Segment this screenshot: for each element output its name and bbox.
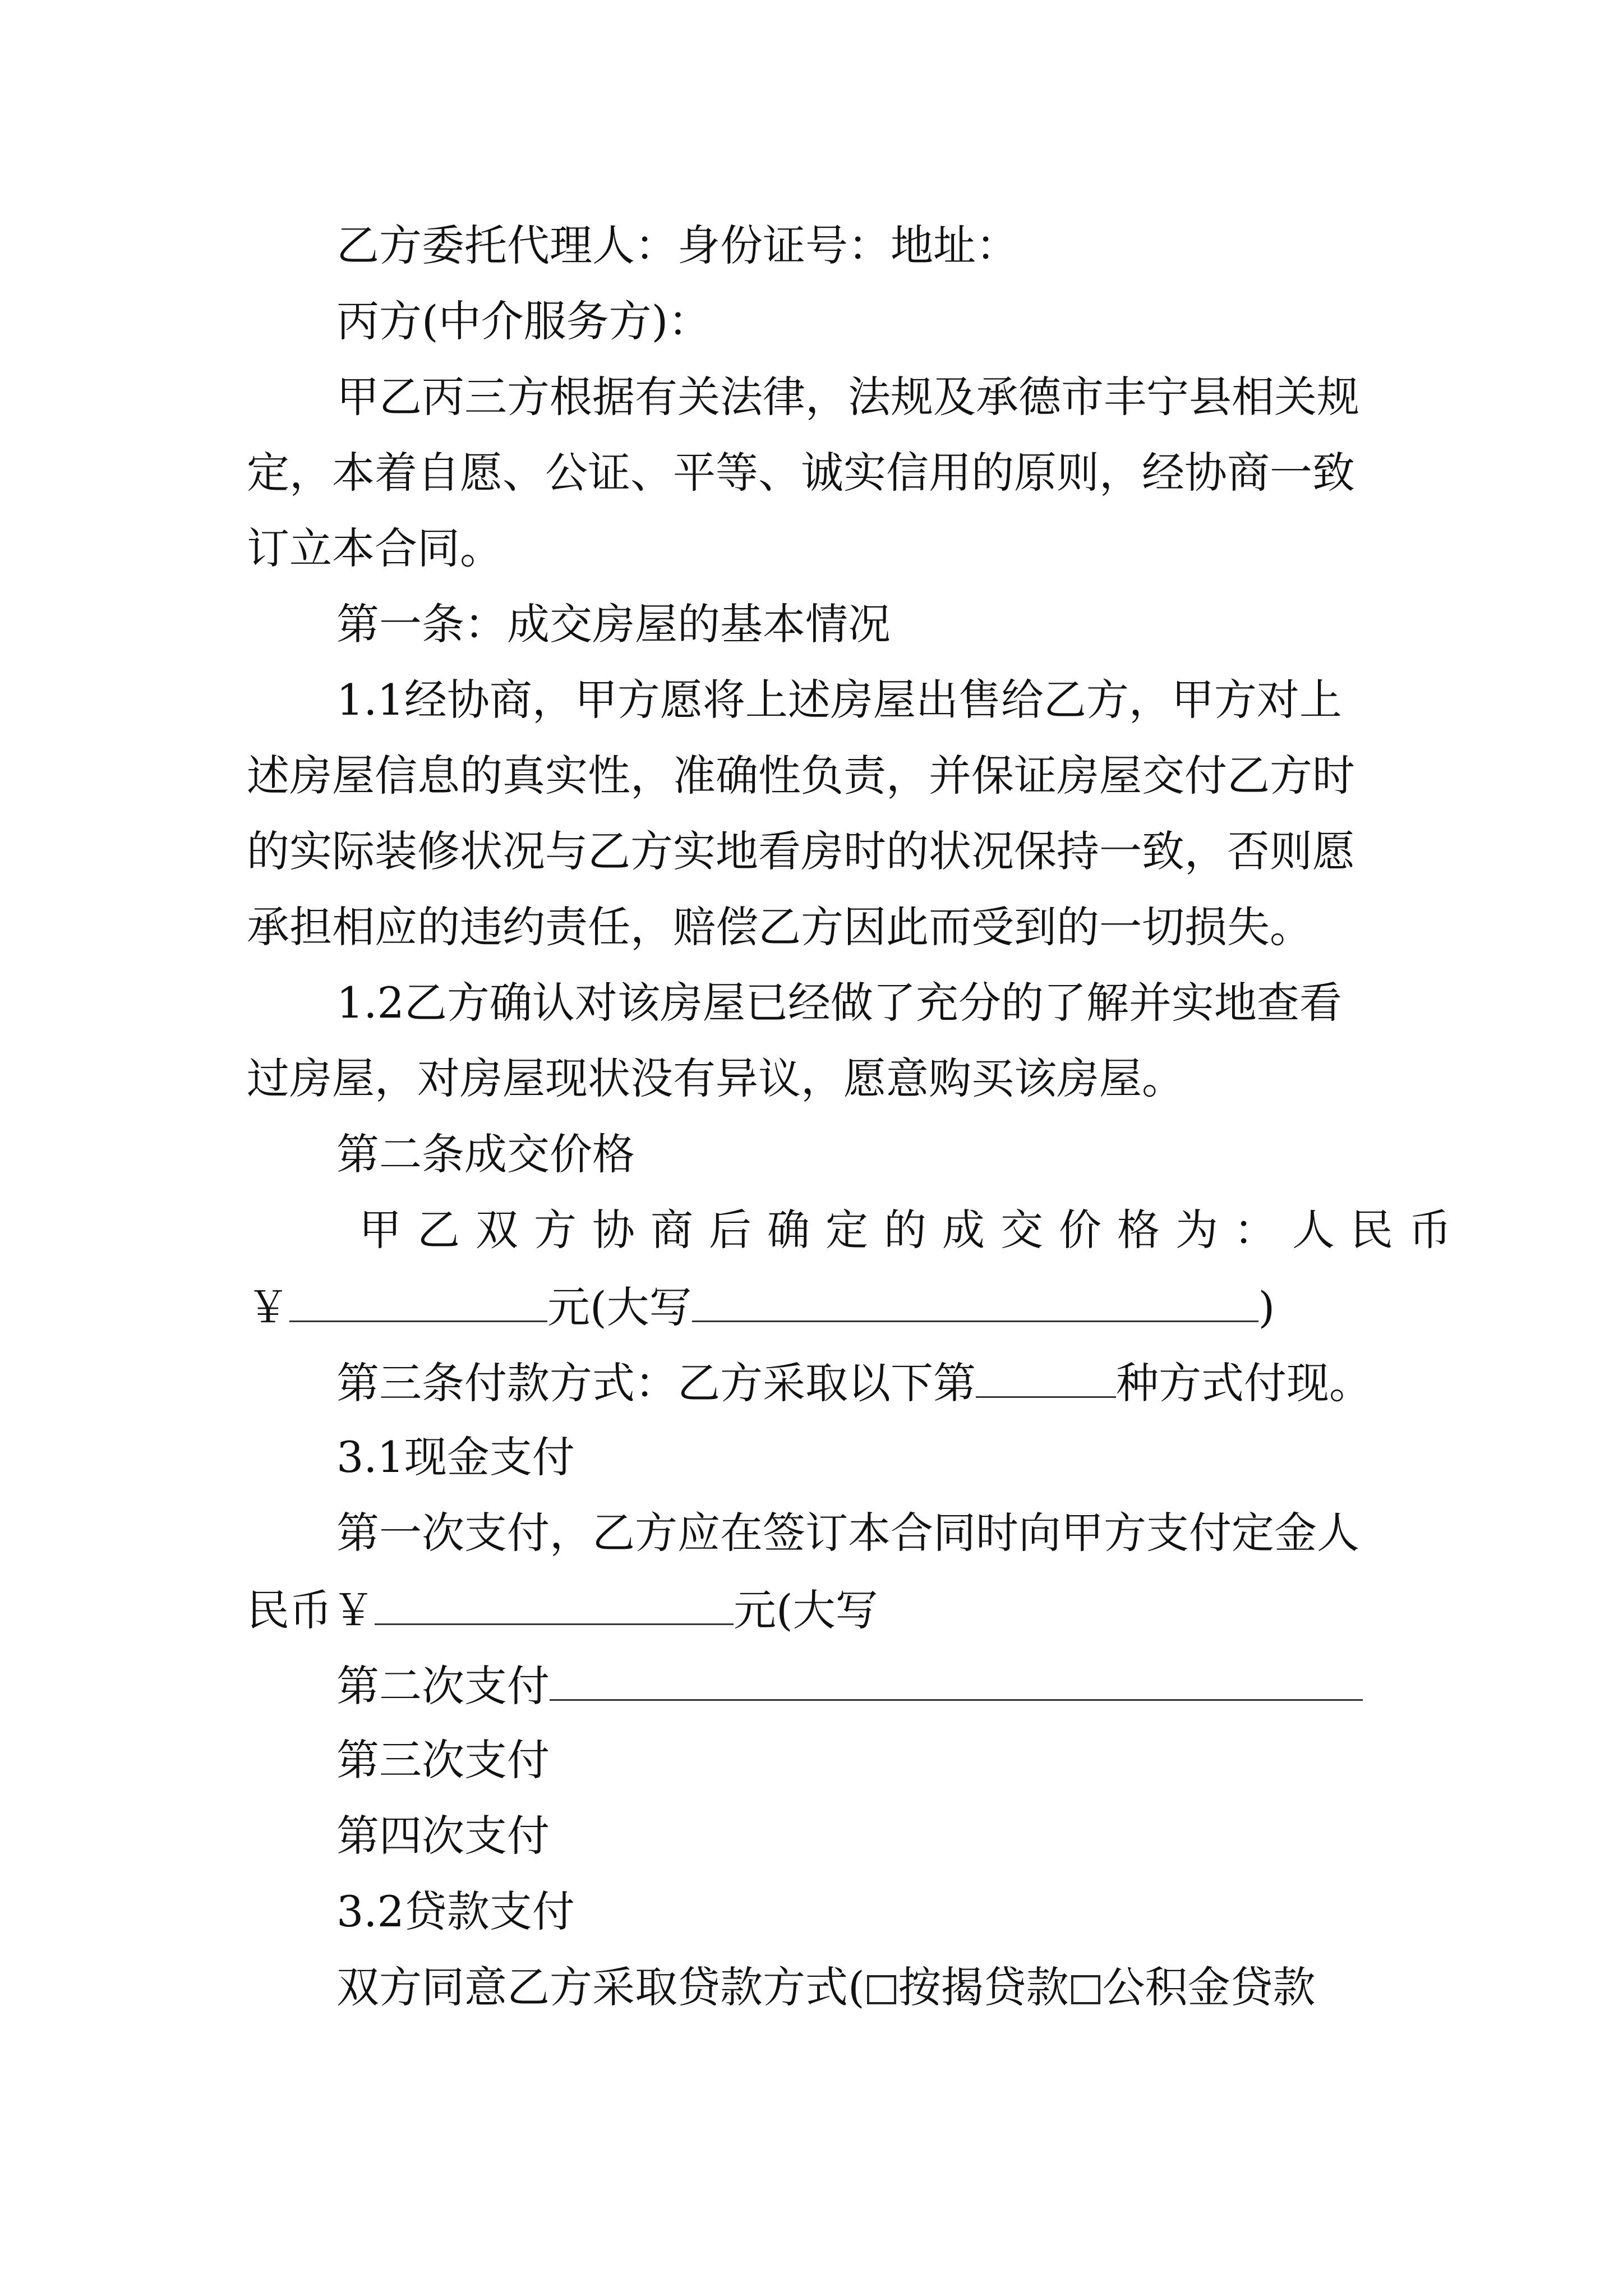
paragraph-line: 甲乙丙三方根据有关法律，法规及承德市丰宁县相关规 <box>336 372 1359 422</box>
first-payment-amount-line <box>247 1585 878 1635</box>
paragraph-line: 过房屋，对房屋现状没有异议，愿意购买该房屋。 <box>247 1053 1184 1103</box>
price-close-paren: ) <box>1258 1282 1275 1332</box>
second-payment-label: 第二次支付 <box>336 1661 550 1711</box>
mortgage-loan-checkbox[interactable] <box>867 1975 896 2004</box>
agent-line: 乙方委托代理人：身份证号：地址： <box>336 220 1018 270</box>
price-yuan-label: 元(大写 <box>547 1282 692 1332</box>
paragraph-line: 1.1经协商，甲方愿将上述房屋出售给乙方，甲方对上 <box>336 675 1342 725</box>
second-payment-line <box>336 1661 1363 1711</box>
fourth-payment-line: 第四次支付 <box>336 1811 550 1861</box>
provident-fund-loan-label: 公积金贷款 <box>1102 1962 1316 2012</box>
paragraph-line: 1.2乙方确认对该房屋已经做了充分的了解并实地查看 <box>336 978 1342 1028</box>
first-payment-line: 第一次支付，乙方应在签订本合同时向甲方支付定金人 <box>336 1508 1359 1558</box>
mortgage-loan-label: 按揭贷款 <box>898 1962 1069 2012</box>
loan-method-line <box>336 1962 1316 2012</box>
first-payment-prefix: 民币￥ <box>247 1585 375 1635</box>
currency-symbol: ￥ <box>247 1282 289 1332</box>
article-1-title: 第一条：成交房屋的基本情况 <box>336 599 891 649</box>
paragraph-line: 承担相应的违约责任，赔偿乙方因此而受到的一切损失。 <box>247 902 1312 952</box>
article-3-prefix: 第三条付款方式：乙方采取以下第 <box>336 1358 976 1408</box>
paragraph-line: 定，本着自愿、公证、平等、诚实信用的原则，经协商一致 <box>247 448 1355 498</box>
loan-payment-title: 3.2贷款支付 <box>336 1887 575 1936</box>
second-payment-blank[interactable] <box>550 1663 1363 1701</box>
paragraph-line: 的实际装修状况与乙方实地看房时的状况保持一致，否则愿 <box>247 826 1355 876</box>
third-payment-line: 第三次支付 <box>336 1735 550 1785</box>
cash-payment-title: 3.1现金支付 <box>336 1432 575 1482</box>
deposit-amount-blank[interactable] <box>375 1588 734 1625</box>
price-uppercase-blank[interactable] <box>692 1285 1258 1322</box>
loan-method-prefix: 双方同意乙方采取贷款方式( <box>336 1962 865 2012</box>
paragraph-line: 述房屋信息的真实性，准确性负责，并保证房屋交付乙方时 <box>247 751 1355 800</box>
first-payment-suffix: 元(大写 <box>734 1585 878 1635</box>
price-amount-blank[interactable] <box>289 1285 547 1322</box>
party-c-line: 丙方(中介服务方)： <box>336 296 711 346</box>
article-2-title: 第二条成交价格 <box>336 1129 635 1179</box>
price-sentence: 甲乙双方协商后确定的成交价格为：人民币 <box>359 1205 1467 1255</box>
price-amount-line <box>247 1282 1275 1332</box>
article-3-suffix: 种方式付现。 <box>1116 1358 1372 1408</box>
paragraph-line: 订立本合同。 <box>247 523 502 573</box>
provident-fund-loan-checkbox[interactable] <box>1071 1975 1100 2004</box>
payment-method-blank[interactable] <box>976 1360 1116 1398</box>
article-3-line <box>336 1358 1372 1408</box>
